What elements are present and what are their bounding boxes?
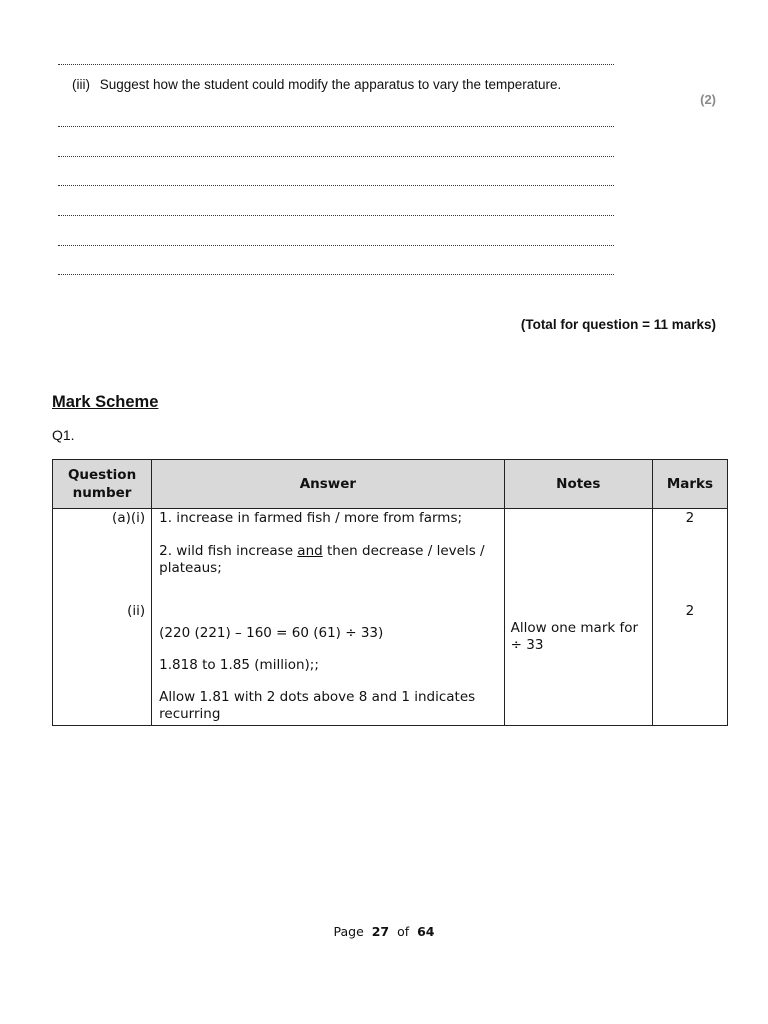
answer-line-5: Allow 1.81 with 2 dots above 8 and 1 indicates recurring — [159, 689, 476, 722]
total-pages: 64 — [417, 924, 435, 939]
question-text — [72, 77, 561, 92]
part-ii-label: (ii) — [127, 603, 146, 619]
question-marks: (2) — [700, 92, 716, 107]
answer-line-3: (220 (221) – 160 = 60 (61) ÷ 33) — [159, 625, 384, 641]
mark-scheme-table — [52, 459, 728, 726]
header-answer: Answer — [152, 460, 505, 509]
answer-dotline — [58, 156, 614, 157]
answer-cell — [152, 509, 505, 726]
answer-dotline — [58, 64, 614, 65]
of-label: of — [397, 924, 410, 939]
question-number-cell — [53, 509, 152, 726]
total-marks: (Total for question = 11 marks) — [520, 317, 716, 332]
answer-line-4: 1.818 to 1.85 (million);; — [159, 657, 319, 673]
answer-dotline — [58, 245, 614, 246]
answer-2-pre: 2. wild fish increase — [159, 543, 298, 559]
page-label: Page — [333, 924, 364, 939]
mark-scheme-question-label: Q1. — [52, 427, 75, 443]
mark-scheme-title: Mark Scheme — [52, 393, 159, 411]
question-part: (iii) — [72, 77, 90, 92]
answer-dotline — [58, 126, 614, 127]
header-notes: Notes — [504, 460, 652, 509]
answer-2-and: and — [297, 543, 323, 559]
table-header-row — [53, 460, 728, 509]
answer-dotline — [58, 215, 614, 216]
marks-ii-value: 2 — [685, 603, 695, 619]
marks-cell — [652, 509, 727, 726]
answer-2-post: then decrease / levels / plateaus; — [159, 543, 485, 576]
question-body: Suggest how the student could modify the apparatus to vary the temperature. — [99, 77, 562, 92]
marks-a-value: 2 — [685, 510, 695, 526]
answer-dotline — [58, 274, 614, 275]
answer-line-1: 1. increase in farmed fish / more from farms; — [159, 510, 463, 526]
notes-cell — [504, 509, 652, 726]
note-text: Allow one mark for ÷ 33 — [510, 620, 639, 653]
header-marks: Marks — [652, 460, 727, 509]
page-number: 27 — [371, 924, 390, 939]
header-question-number: Question number — [53, 460, 152, 509]
part-a-label: (a)(i) — [112, 510, 146, 526]
answer-line-2 — [159, 543, 496, 577]
page-footer — [0, 924, 768, 939]
table-row — [53, 509, 728, 726]
answer-dotline — [58, 185, 614, 186]
